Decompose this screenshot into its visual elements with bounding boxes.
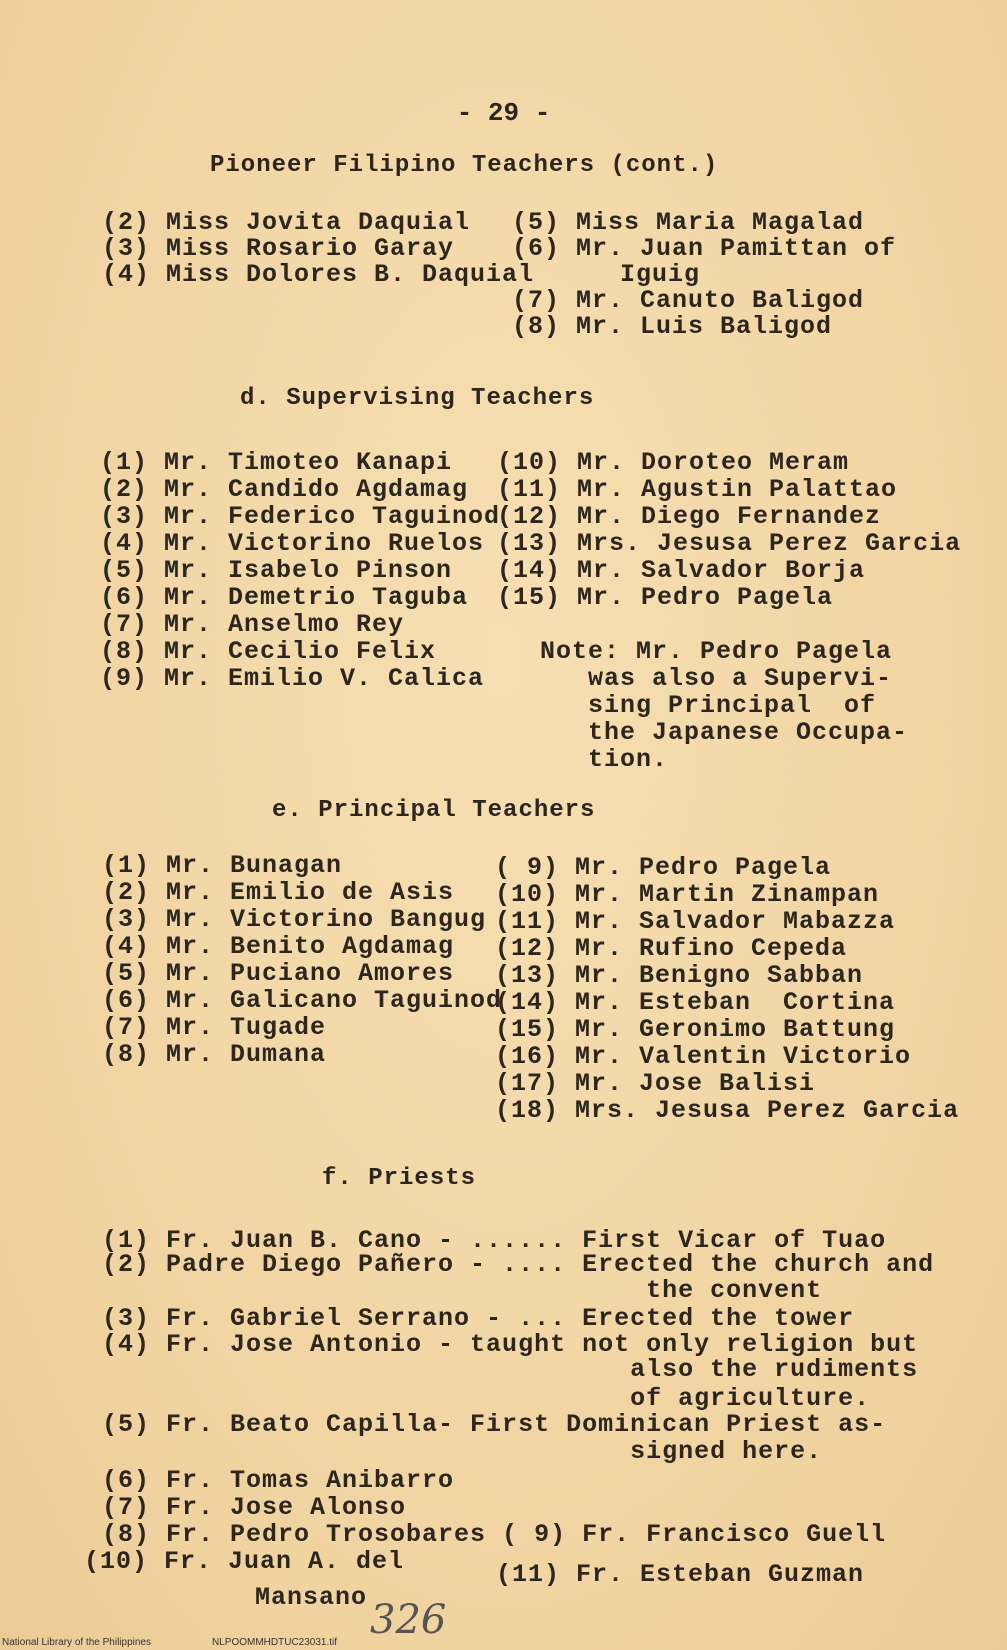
priest-line-9: signed here. — [102, 1437, 823, 1466]
priest-line-13b: Mansano — [255, 1583, 368, 1612]
principal-right-5: (13) Mr. Benigno Sabban — [495, 961, 864, 990]
priest-line-13a: (10) Fr. Juan A. del — [84, 1547, 405, 1576]
principal-left-2: (2) Mr. Emilio de Asis — [102, 878, 455, 907]
priest-line-12: (8) Fr. Pedro Trosobares ( 9) Fr. Francisco Guell — [102, 1520, 887, 1549]
priest-line-5: (4) Fr. Jose Antonio - taught not only religion but — [102, 1330, 919, 1359]
principal-left-1: (1) Mr. Bunagan — [102, 851, 343, 880]
supervising-right-4: (13) Mrs. Jesusa Perez Garcia — [497, 529, 962, 558]
principal-right-10: (18) Mrs. Jesusa Perez Garcia — [495, 1096, 960, 1125]
priest-line-7: of agriculture. — [102, 1384, 871, 1413]
principal-right-6: (14) Mr. Esteban Cortina — [495, 988, 896, 1017]
priest-line-6: also the rudiments — [102, 1355, 919, 1384]
priest-line-11: (7) Fr. Jose Alonso — [102, 1493, 407, 1522]
pioneer-left-3: (4) Miss Dolores B. Daquial — [102, 260, 535, 289]
principal-right-2: (10) Mr. Martin Zinampan — [495, 880, 880, 909]
priest-line-2: (2) Padre Diego Pañero - .... Erected the church and — [102, 1250, 935, 1279]
pioneer-right-2: (6) Mr. Juan Pamittan of — [512, 234, 897, 263]
supervising-left-5: (5) Mr. Isabelo Pinson — [100, 556, 453, 585]
principal-right-7: (15) Mr. Geronimo Battung — [495, 1015, 896, 1044]
pioneer-title: Pioneer Filipino Teachers (cont.) — [210, 152, 719, 179]
supervising-left-2: (2) Mr. Candido Agdamag — [100, 475, 469, 504]
handwritten-number: 326 — [370, 1597, 447, 1643]
supervising-left-9: (9) Mr. Emilio V. Calica — [100, 664, 485, 693]
principal-left-8: (8) Mr. Dumana — [102, 1040, 327, 1069]
priest-line-3: the convent — [102, 1276, 823, 1305]
supervising-left-4: (4) Mr. Victorino Ruelos — [100, 529, 485, 558]
principal-right-3: (11) Mr. Salvador Mabazza — [495, 907, 896, 936]
principal-left-3: (3) Mr. Victorino Bangug — [102, 905, 487, 934]
priest-line-14: (11) Fr. Esteban Guzman — [496, 1560, 865, 1589]
supervising-left-3: (3) Mr. Federico Taguinod — [100, 502, 501, 531]
supervising-right-5: (14) Mr. Salvador Borja — [497, 556, 866, 585]
supervising-note-2: was also a Supervi- — [588, 664, 893, 693]
supervising-right-3: (12) Mr. Diego Fernandez — [497, 502, 882, 531]
supervising-left-8: (8) Mr. Cecilio Felix — [100, 637, 437, 666]
supervising-right-2: (11) Mr. Agustin Palattao — [497, 475, 898, 504]
priest-line-8: (5) Fr. Beato Capilla- First Dominican Priest as- — [102, 1410, 887, 1439]
supervising-left-1: (1) Mr. Timoteo Kanapi — [100, 448, 453, 477]
priest-line-10: (6) Fr. Tomas Anibarro — [102, 1466, 455, 1495]
pioneer-right-3: Iguig — [620, 260, 701, 289]
page-number: - 29 - — [456, 98, 551, 128]
principal-right-1: ( 9) Mr. Pedro Pagela — [495, 853, 832, 882]
principal-left-5: (5) Mr. Puciano Amores — [102, 959, 455, 988]
footer-filename: NLPOOMMHDTUC23031.tif — [212, 1637, 338, 1648]
supervising-left-7: (7) Mr. Anselmo Rey — [100, 610, 405, 639]
principal-left-4: (4) Mr. Benito Agdamag — [102, 932, 455, 961]
principal-left-6: (6) Mr. Galicano Taguinod — [102, 986, 503, 1015]
principal-right-4: (12) Mr. Rufino Cepeda — [495, 934, 848, 963]
principal-right-8: (16) Mr. Valentin Victorio — [495, 1042, 912, 1071]
supervising-right-6: (15) Mr. Pedro Pagela — [497, 583, 834, 612]
pioneer-left-2: (3) Miss Rosario Garay — [102, 234, 455, 263]
pioneer-right-4: (7) Mr. Canuto Baligod — [512, 286, 865, 315]
supervising-note-3: sing Principal of — [588, 691, 877, 720]
supervising-note-4: the Japanese Occupa- — [588, 718, 909, 747]
priest-line-1: (1) Fr. Juan B. Cano - ...... First Vicar of Tuao — [102, 1226, 887, 1255]
principal-right-9: (17) Mr. Jose Balisi — [495, 1069, 816, 1098]
principal-left-7: (7) Mr. Tugade — [102, 1013, 327, 1042]
footer-library: National Library of the Philippines — [2, 1637, 151, 1648]
priests-title: f. Priests — [322, 1165, 477, 1192]
priest-line-4: (3) Fr. Gabriel Serrano - ... Erected the tower — [102, 1304, 855, 1333]
pioneer-right-5: (8) Mr. Luis Baligod — [512, 312, 833, 341]
supervising-right-1: (10) Mr. Doroteo Meram — [497, 448, 850, 477]
principal-title: e. Principal Teachers — [272, 797, 596, 824]
pioneer-left-1: (2) Miss Jovita Daquial — [102, 208, 471, 237]
pioneer-right-1: (5) Miss Maria Magalad — [512, 208, 865, 237]
supervising-left-6: (6) Mr. Demetrio Taguba — [100, 583, 469, 612]
supervising-note-5: tion. — [588, 745, 669, 774]
supervising-note-1: Note: Mr. Pedro Pagela — [540, 637, 893, 666]
supervising-title: d. Supervising Teachers — [240, 385, 595, 412]
